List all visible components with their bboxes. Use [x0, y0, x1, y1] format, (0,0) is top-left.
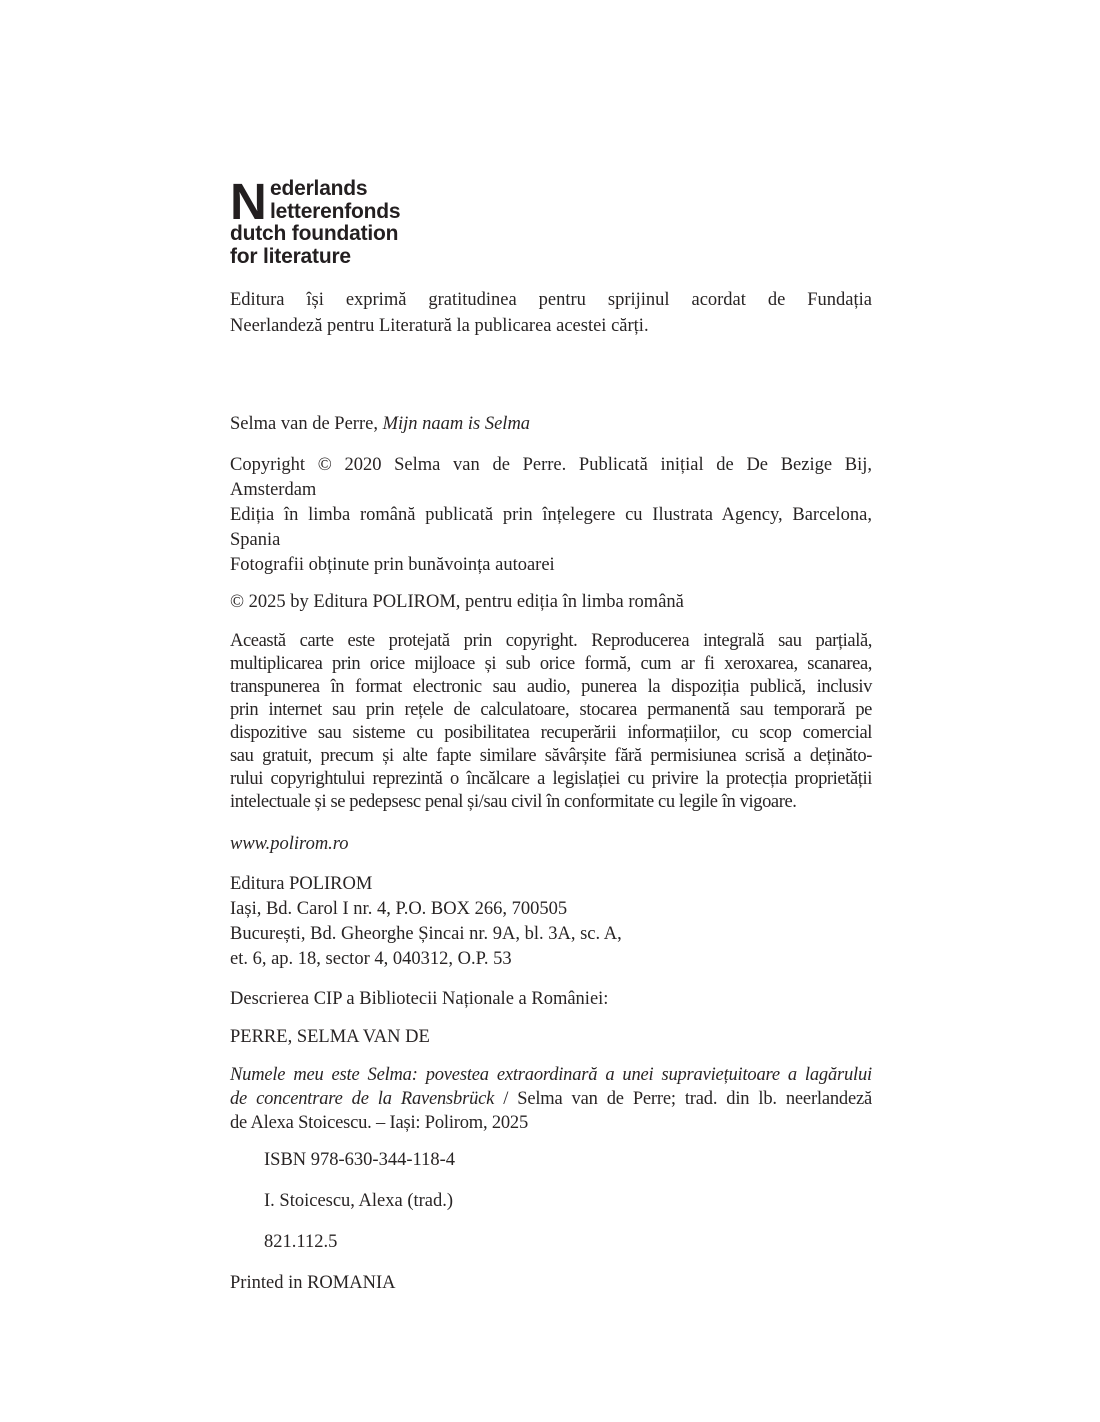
logo-word-letterenfonds: letterenfonds — [270, 199, 401, 223]
logo-initial-n: N — [230, 173, 267, 230]
cip-heading: Descrierea CIP a Bibliotecii Naționale a României: — [230, 989, 609, 1009]
nederlands-letterenfonds-logo — [230, 173, 872, 268]
original-author: Selma van de Perre, — [230, 414, 383, 434]
cip-author-entry: PERRE, SELMA VAN DE — [230, 1027, 430, 1047]
legal-line-2: multiplicarea prin orice mijloace și sub orice formă, cum ar fi xeroxarea, scanarea, — [230, 654, 872, 674]
legal-line-4: prin internet sau prin rețele de calculatoare, stocarea permanentă sau temporară pe — [230, 700, 872, 720]
logo-word-nederlands: ederlands — [270, 177, 368, 200]
original-title: Mijn naam is Selma — [382, 414, 531, 434]
copyright-line-3: Ediția în limba română publicată prin înțelegere cu Ilustrata Agency, Barcelona, — [230, 505, 872, 525]
original-work-credit — [230, 412, 872, 437]
cip-title-line-1: Numele meu este Selma: povestea extraordinară a unei supraviețuitoare a lagărului — [230, 1065, 872, 1085]
cip-title-entry — [230, 1063, 872, 1135]
publisher-address-block — [230, 872, 872, 972]
copyright-line-1: Copyright © 2020 Selma van de Perre. Publicată inițial de De Bezige Bij, — [230, 455, 872, 475]
legal-line-5: dispozitive sau sisteme cu posibilitatea recuperării informațiilor, cu scop comercial — [230, 723, 872, 743]
cip-title-line-3: de Alexa Stoicescu. – Iași: Polirom, 2025 — [230, 1113, 529, 1133]
copyright-line-2: Amsterdam — [230, 480, 317, 500]
publisher-address-iasi: Iași, Bd. Carol I nr. 4, P.O. BOX 266, 700505 — [230, 899, 568, 919]
printed-in-notice: Printed in ROMANIA — [230, 1273, 396, 1293]
publisher-address-bucuresti: București, Bd. Gheorghe Șincai nr. 9A, bl. 3A, sc. A, — [230, 924, 622, 944]
publisher-name: Editura POLIROM — [230, 874, 373, 894]
legal-notice-paragraph — [230, 630, 872, 814]
cip-translator-entry: I. Stoicescu, Alexa (trad.) — [264, 1191, 454, 1211]
isbn: ISBN 978-630-344-118-4 — [264, 1150, 455, 1170]
acknowledgement-line-1: Editura își exprimă gratitudinea pentru sprijinul acordat de Fundația — [230, 290, 872, 310]
copyright-block — [230, 453, 872, 578]
acknowledgement-paragraph — [230, 287, 872, 339]
legal-line-8: intelectuale și se pedepsesc penal și/sau civil în conformitate cu legile în vigoare. — [230, 792, 797, 812]
copyright-line-4: Spania — [230, 530, 281, 550]
legal-line-3: transpunerea în format electronic sau audio, punerea la dispoziția publică, inclusiv — [230, 677, 872, 697]
legal-line-1: Această carte este protejată prin copyright. Reproducerea integrală sau parțială, — [230, 631, 872, 651]
acknowledgement-line-2: Neerlandeză pentru Literatură la publicarea acestei cărți. — [230, 316, 649, 336]
imprint-content — [230, 173, 872, 1296]
legal-line-6: sau gratuit, precum și alte fapte similare săvârșite fără permisiunea scrisă a deținăto- — [230, 746, 872, 766]
legal-line-7: rului copyrightului reprezintă o încălcare a legislației cu privire la protecția proprietății — [230, 769, 872, 789]
cip-title-line-2-roman: / Selma van de Perre; trad. din lb. neerlandeză — [494, 1089, 872, 1109]
publisher-website: www.polirom.ro — [230, 834, 349, 854]
cip-classification-number: 821.112.5 — [264, 1232, 338, 1252]
cip-title-line-2-italic: de concentrare de la Ravensbrück — [230, 1089, 495, 1109]
copyright-line-5: Fotografii obținute prin bunăvoința autoarei — [230, 555, 555, 575]
romanian-edition-copyright: © 2025 by Editura POLIROM, pentru ediția în limba română — [230, 592, 684, 612]
publisher-address-detail: et. 6, ap. 18, sector 4, 040312, O.P. 53 — [230, 949, 512, 969]
logo-line-for-literature: for literature — [230, 244, 351, 268]
logo-line-dutch-foundation: dutch foundation — [230, 222, 399, 245]
cip-title-line-2 — [230, 1087, 872, 1111]
